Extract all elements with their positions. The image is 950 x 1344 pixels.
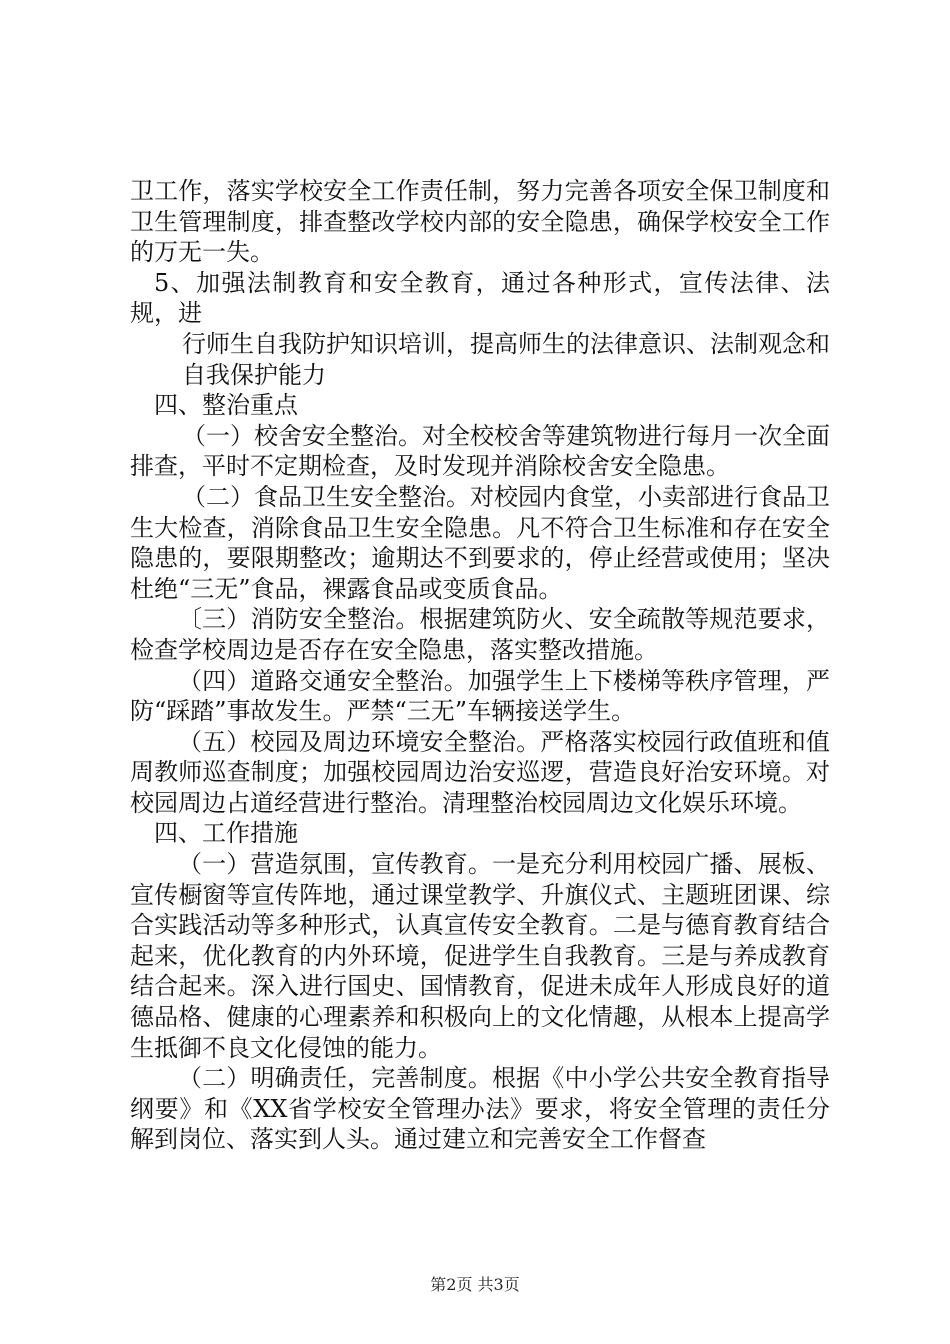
paragraph-campus-environment: （五）校园及周边环境安全整治。严格落实校园行政值班和值周教师巡查制度；加强校园周边治安巡逻，营造良好治安环境。对校园周边占道经营进行整治。清理整治校园周边文化娱乐环境。	[130, 727, 830, 817]
paragraph-traffic-safety: （四）道路交通安全整治。加强学生上下楼梯等秩序管理，严防“踩踏”事故发生。严禁“三无”车辆接送学生。	[130, 666, 830, 726]
section-heading-work-measures: 四、工作措施	[154, 819, 298, 848]
paragraph-continuation: 卫工作，落实学校安全工作责任制，努力完善各项安全保卫制度和卫生管理制度，排查整改学校内部的安全隐患，确保学校安全工作的万无一失。	[130, 177, 830, 267]
section-heading-rectification-focus: 四、整治重点	[154, 391, 298, 420]
paragraph-responsibility-system: （二）明确责任，完善制度。根据《中小学公共安全教育指导纲要》和《XX省学校安全管理办法》要求，将安全管理的责任分解到岗位、落实到人头。通过建立和完善安全工作督查	[130, 1064, 830, 1154]
paragraph-school-building-safety: （一）校舍安全整治。对全校校舍等建筑物进行每月一次全面排查，平时不定期检查，及时发现并消除校舍安全隐患。	[130, 421, 830, 481]
paragraph-item-5: 5、加强法制教育和安全教育，通过各种形式，宣传法律、法规，进	[130, 268, 830, 328]
document-body	[130, 176, 830, 1155]
paragraph-food-safety: （二）食品卫生安全整治。对校园内食堂，小卖部进行食品卫生大检查，消除食品卫生安全隐患。凡不符合卫生标准和存在安全隐患的，要限期整改；逾期达不到要求的，停止经营或使用；坚决杜绝“三无”食品，裸露食品或变质食品。	[130, 482, 830, 603]
paragraph-fire-safety: 〔三）消防安全整治。根据建筑防火、安全疏散等规范要求，检查学校周边是否存在安全隐患，落实整改措施。	[130, 605, 830, 664]
paragraph-item-5-continued: 行师生自我防护知识培训，提高师生的法律意识、法制观念和自我保护能力	[182, 329, 830, 389]
paragraph-publicity-education: （一）营造氛围，宣传教育。一是充分利用校园广播、展板、宣传橱窗等宣传阵地，通过课堂教学、升旗仪式、主题班团课、综合实践活动等多种形式，认真宣传安全教育。二是与德育教育结合起来，优化教育的内外环境，促进学生自我教育。三是与养成教育结合起来。深入进行国史、国情教育，促进未成年人形成良好的道德品格、健康的心理素养和积极向上的文化情趣，从根本上提高学生抵御不良文化侵蚀的能力。	[130, 850, 830, 1062]
page-footer: 第2页 共3页	[430, 1275, 520, 1294]
